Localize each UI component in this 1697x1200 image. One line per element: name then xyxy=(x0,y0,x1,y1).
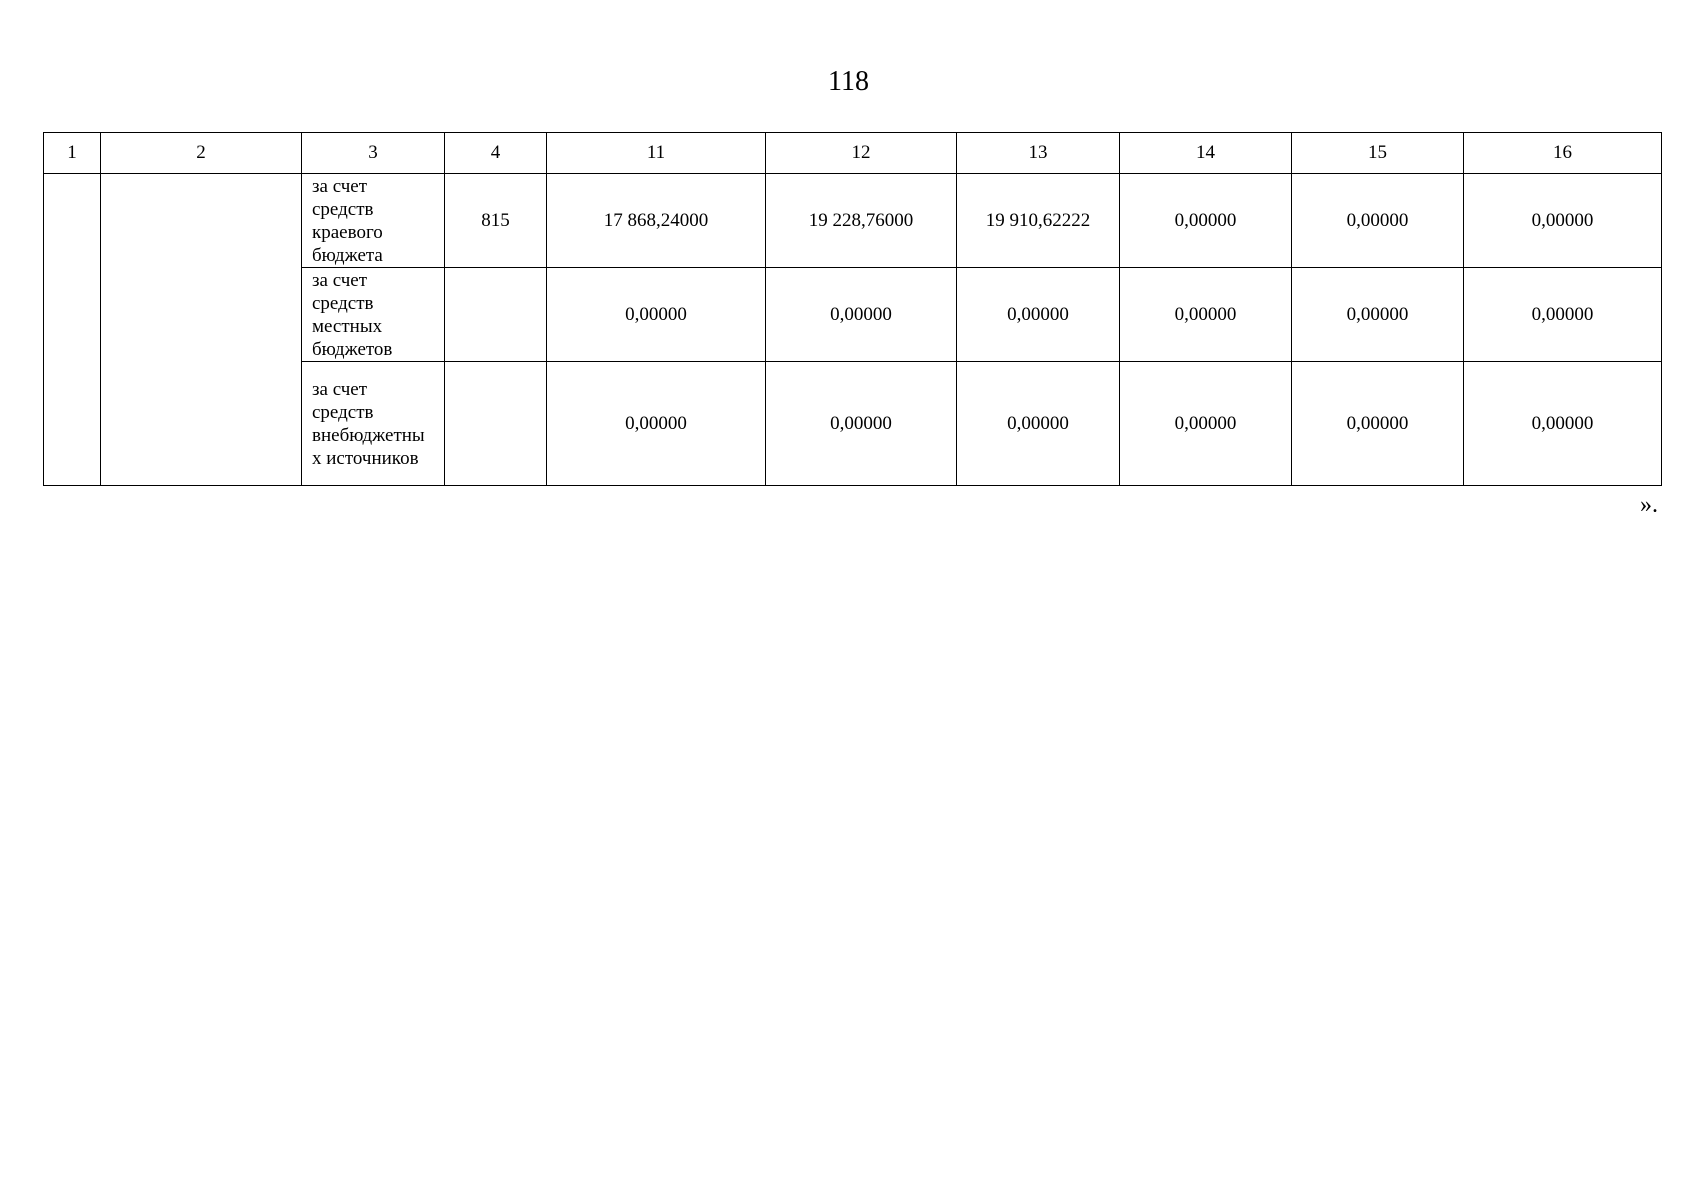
value-cell: 0,00000 xyxy=(766,268,957,362)
column-header: 12 xyxy=(766,133,957,174)
column-header: 15 xyxy=(1292,133,1464,174)
funding-source-text: за счет средств местных бюджетов xyxy=(312,269,393,360)
value-cell: 0,00000 xyxy=(1464,362,1662,486)
value-cell: 17 868,24000 xyxy=(547,174,766,268)
value-cell: 0,00000 xyxy=(1292,362,1464,486)
funding-source-text: за счет средств внебюджетны х источников xyxy=(312,378,425,469)
value-cell: 0,00000 xyxy=(1120,174,1292,268)
column-header: 14 xyxy=(1120,133,1292,174)
value-cell: 19 228,76000 xyxy=(766,174,957,268)
column-header: 1 xyxy=(44,133,101,174)
value-cell: 0,00000 xyxy=(766,362,957,486)
value-cell: 0,00000 xyxy=(1292,268,1464,362)
value-cell: 0,00000 xyxy=(1464,174,1662,268)
column-header: 16 xyxy=(1464,133,1662,174)
funding-source-cell xyxy=(302,362,445,486)
code-cell: 815 xyxy=(445,174,547,268)
value-cell: 0,00000 xyxy=(1464,268,1662,362)
value-cell: 0,00000 xyxy=(957,268,1120,362)
value-cell: 0,00000 xyxy=(957,362,1120,486)
value-cell: 0,00000 xyxy=(1120,362,1292,486)
empty-cell-col2 xyxy=(101,174,302,486)
empty-cell-col1 xyxy=(44,174,101,486)
page-number: 118 xyxy=(828,66,869,97)
column-header: 3 xyxy=(302,133,445,174)
value-cell: 0,00000 xyxy=(1292,174,1464,268)
column-header: 11 xyxy=(547,133,766,174)
value-cell: 19 910,62222 xyxy=(957,174,1120,268)
column-header: 13 xyxy=(957,133,1120,174)
funding-source-cell xyxy=(302,268,445,362)
table-header-row xyxy=(44,133,1662,174)
code-cell xyxy=(445,362,547,486)
closing-quote-mark: ». xyxy=(1640,492,1658,518)
funding-source-cell xyxy=(302,174,445,268)
code-cell xyxy=(445,268,547,362)
value-cell: 0,00000 xyxy=(547,268,766,362)
table-row xyxy=(44,174,1662,268)
budget-table xyxy=(43,132,1662,486)
column-header: 2 xyxy=(101,133,302,174)
value-cell: 0,00000 xyxy=(1120,268,1292,362)
column-header: 4 xyxy=(445,133,547,174)
value-cell: 0,00000 xyxy=(547,362,766,486)
funding-source-text: за счет средств краевого бюджета xyxy=(312,175,383,266)
